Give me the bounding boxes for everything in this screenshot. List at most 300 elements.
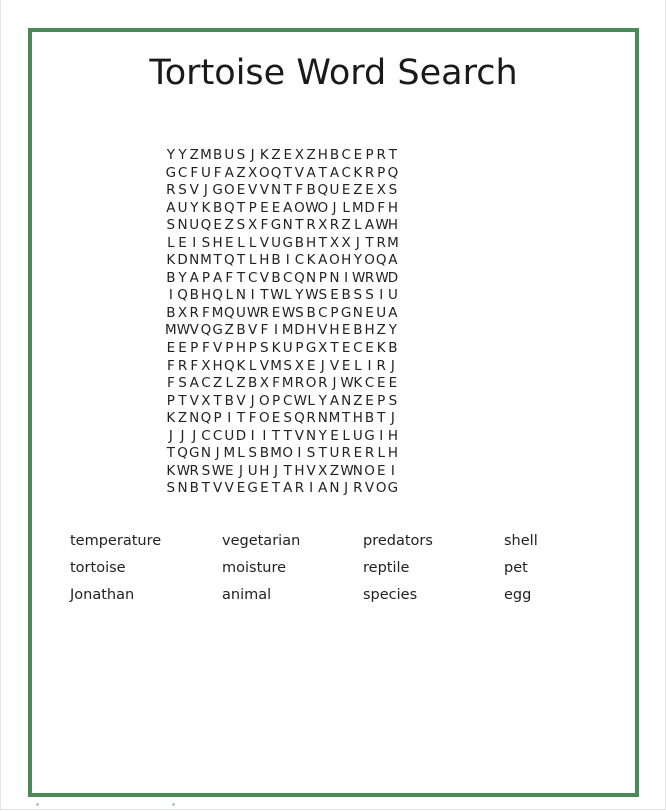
grid-row	[165, 461, 399, 479]
grid-letter: A	[189, 269, 199, 286]
grid-letter: P	[190, 340, 199, 357]
grid-letter: T	[365, 234, 374, 251]
grid-letter: V	[259, 269, 269, 286]
grid-letter: F	[248, 410, 257, 427]
grid-letter: F	[213, 164, 222, 181]
grid-letter: X	[318, 217, 328, 234]
grid-letter: U	[329, 182, 340, 199]
grid-letter: C	[318, 304, 328, 321]
grid-letter: J	[238, 462, 243, 479]
grid-letter: E	[365, 182, 374, 199]
grid-letter: T	[318, 234, 327, 251]
grid-letter: N	[177, 217, 188, 234]
grid-letter: A	[166, 199, 176, 216]
grid-letter: O	[294, 199, 305, 216]
grid-letter: A	[224, 164, 234, 181]
grid-letter: I	[262, 427, 267, 444]
grid-letter: F	[377, 199, 386, 216]
grid-letter: X	[201, 357, 211, 374]
grid-letter: U	[247, 462, 258, 479]
grid-letter: N	[317, 410, 328, 427]
grid-letter: J	[332, 199, 337, 216]
grid-letter: O	[259, 392, 270, 409]
word-list-item: temperature	[70, 533, 162, 549]
grid-letter: U	[376, 304, 387, 321]
grid-letter: C	[283, 269, 293, 286]
grid-letter: X	[201, 392, 211, 409]
grid-letter: W	[293, 392, 307, 409]
grid-letter: P	[295, 340, 304, 357]
grid-letter: Y	[178, 269, 187, 286]
grid-letter: U	[352, 427, 363, 444]
grid-letter: D	[177, 252, 188, 269]
grid-row	[165, 303, 399, 321]
grid-letter: E	[236, 480, 246, 497]
grid-letter: S	[295, 304, 304, 321]
grid-letter: Z	[353, 392, 363, 409]
grid-letter: T	[260, 287, 269, 304]
grid-letter: B	[166, 304, 176, 321]
grid-letter: I	[390, 462, 395, 479]
grid-letter: U	[236, 304, 246, 321]
grid-letter: S	[201, 234, 211, 251]
grid-letter: N	[189, 410, 200, 427]
grid-letter: B	[259, 445, 269, 462]
grid-letter: O	[282, 445, 294, 462]
grid-letter: E	[353, 445, 363, 462]
grid-letter: E	[166, 340, 176, 357]
decorative-dot	[172, 803, 175, 806]
grid-letter: O	[259, 164, 270, 181]
grid-letter: I	[250, 287, 255, 304]
grid-letter: J	[250, 147, 255, 163]
grid-letter: U	[329, 445, 340, 462]
grid-letter: Z	[306, 147, 316, 163]
grid-letter: U	[271, 234, 281, 251]
grid-letter: M	[352, 199, 364, 216]
grid-letter: Y	[178, 147, 187, 163]
grid-letter: W	[305, 199, 319, 216]
grid-letter: E	[330, 287, 339, 304]
grid-letter: X	[329, 234, 340, 251]
grid-letter: L	[248, 357, 257, 374]
grid-letter: I	[250, 427, 255, 444]
grid-letter: Y	[318, 392, 327, 409]
grid-letter: G	[188, 445, 200, 462]
grid-letter: H	[294, 462, 305, 479]
grid-letter: V	[248, 182, 258, 199]
grid-letter: X	[318, 340, 328, 357]
grid-letter: T	[201, 480, 211, 497]
grid-letter: A	[283, 480, 293, 497]
grid-letter: E	[388, 375, 398, 392]
grid-letter: H	[259, 252, 270, 269]
grid-letter: Q	[200, 217, 212, 234]
grid-letter: Z	[177, 410, 188, 427]
grid-letter: B	[329, 147, 340, 163]
grid-letter: R	[259, 304, 270, 321]
grid-letter: J	[390, 357, 395, 374]
grid-letter: T	[283, 462, 292, 479]
grid-letter: L	[307, 392, 315, 409]
grid-letter: D	[235, 427, 247, 444]
grid-row	[165, 215, 399, 233]
grid-letter: L	[237, 234, 245, 251]
grid-letter: E	[271, 304, 281, 321]
grid-letter: W	[270, 287, 284, 304]
grid-letter: E	[260, 199, 269, 216]
grid-letter: S	[260, 340, 269, 357]
grid-letter: O	[329, 252, 340, 269]
grid-row	[165, 198, 399, 216]
grid-letter: A	[318, 252, 328, 269]
grid-letter: F	[166, 375, 175, 392]
grid-letter: X	[259, 375, 269, 392]
grid-letter: L	[167, 234, 175, 251]
grid-letter: K	[306, 252, 316, 269]
grid-letter: V	[259, 234, 269, 251]
grid-letter: N	[189, 252, 200, 269]
grid-letter: D	[364, 199, 375, 216]
grid-letter: Q	[200, 410, 212, 427]
grid-row	[165, 443, 399, 461]
grid-letter: B	[271, 269, 281, 286]
grid-letter: H	[352, 410, 363, 427]
grid-letter: X	[376, 182, 386, 199]
letter-grid	[165, 145, 399, 496]
grid-letter: L	[248, 252, 257, 269]
grid-letter: R	[189, 304, 199, 321]
grid-letter: W	[340, 462, 354, 479]
grid-letter: W	[305, 287, 319, 304]
grid-row	[165, 391, 399, 409]
grid-letter: J	[274, 462, 279, 479]
word-list-item: moisture	[222, 560, 287, 576]
grid-letter: N	[270, 182, 282, 199]
grid-letter: B	[271, 252, 281, 269]
grid-letter: A	[189, 375, 199, 392]
grid-letter: E	[306, 357, 316, 374]
grid-letter: E	[376, 375, 386, 392]
grid-letter: P	[318, 269, 327, 286]
grid-letter: U	[177, 199, 188, 216]
grid-letter: L	[225, 287, 234, 304]
grid-letter: P	[330, 304, 339, 321]
grid-letter: H	[306, 234, 317, 251]
grid-row	[165, 338, 399, 356]
grid-letter: G	[270, 217, 282, 234]
grid-row	[165, 233, 399, 251]
grid-letter: E	[330, 427, 339, 444]
grid-letter: A	[329, 164, 340, 181]
grid-letter: Q	[200, 322, 212, 339]
grid-letter: W	[375, 217, 389, 234]
grid-letter: E	[225, 234, 234, 251]
grid-letter: N	[306, 427, 317, 444]
grid-letter: A	[318, 480, 328, 497]
grid-letter: P	[377, 392, 386, 409]
grid-letter: T	[236, 410, 246, 427]
grid-letter: K	[353, 164, 363, 181]
grid-letter: J	[180, 427, 185, 444]
grid-letter: G	[212, 182, 223, 199]
grid-letter: X	[294, 147, 305, 163]
grid-letter: F	[190, 164, 199, 181]
grid-letter: F	[260, 322, 269, 339]
grid-letter: L	[248, 234, 257, 251]
grid-letter: M	[281, 322, 294, 339]
grid-letter: M	[200, 252, 212, 269]
grid-letter: E	[213, 217, 222, 234]
grid-letter: V	[259, 357, 269, 374]
grid-letter: B	[212, 147, 223, 163]
grid-letter: R	[318, 375, 328, 392]
grid-letter: O	[364, 252, 375, 269]
grid-letter: R	[364, 269, 375, 286]
grid-letter: S	[353, 287, 363, 304]
grid-letter: E	[271, 199, 281, 216]
grid-letter: C	[247, 269, 258, 286]
grid-letter: H	[341, 252, 352, 269]
grid-letter: Z	[236, 375, 246, 392]
grid-letter: E	[341, 322, 351, 339]
grid-letter: X	[248, 217, 258, 234]
grid-letter: H	[212, 357, 223, 374]
grid-letter: C	[364, 375, 375, 392]
grid-letter: P	[248, 340, 257, 357]
grid-letter: Q	[223, 199, 235, 216]
grid-letter: E	[341, 357, 351, 374]
grid-letter: X	[177, 304, 188, 321]
grid-letter: R	[364, 445, 375, 462]
grid-letter: E	[178, 340, 187, 357]
grid-letter: A	[388, 252, 398, 269]
grid-letter: B	[212, 199, 223, 216]
grid-letter: S	[178, 182, 187, 199]
grid-letter: A	[388, 304, 398, 321]
word-list-item: egg	[504, 587, 532, 603]
grid-letter: V	[189, 182, 199, 199]
grid-row	[165, 356, 399, 374]
grid-letter: Q	[177, 445, 188, 462]
grid-letter: L	[283, 287, 292, 304]
grid-letter: Q	[270, 164, 282, 181]
grid-letter: P	[271, 392, 281, 409]
grid-letter: S	[388, 182, 398, 199]
grid-letter: T	[283, 182, 292, 199]
grid-letter: I	[379, 287, 384, 304]
grid-letter: V	[236, 392, 246, 409]
grid-letter: Q	[294, 269, 305, 286]
grid-letter: O	[364, 462, 375, 479]
grid-letter: B	[166, 269, 176, 286]
grid-letter: D	[387, 269, 399, 286]
grid-letter: L	[354, 357, 362, 374]
grid-letter: F	[272, 375, 280, 392]
word-list-item: vegetarian	[222, 533, 301, 549]
grid-letter: G	[165, 164, 177, 181]
grid-letter: T	[283, 427, 292, 444]
grid-letter: J	[332, 375, 337, 392]
grid-letter: T	[318, 445, 327, 462]
grid-letter: G	[364, 427, 375, 444]
grid-letter: J	[355, 234, 360, 251]
worksheet-frame	[28, 28, 639, 797]
grid-letter: T	[271, 480, 281, 497]
grid-letter: I	[168, 287, 173, 304]
grid-letter: R	[294, 480, 305, 497]
grid-letter: Z	[224, 322, 234, 339]
grid-letter: S	[166, 480, 176, 497]
grid-letter: G	[212, 322, 223, 339]
grid-letter: R	[306, 217, 316, 234]
grid-letter: T	[377, 410, 386, 427]
grid-letter: T	[213, 252, 222, 269]
word-list-item: reptile	[363, 560, 410, 576]
grid-letter: B	[306, 304, 316, 321]
grid-letter: R	[376, 357, 386, 374]
grid-letter: Z	[224, 217, 234, 234]
grid-letter: G	[387, 480, 399, 497]
grid-letter: X	[294, 357, 305, 374]
grid-letter: N	[352, 462, 363, 479]
grid-letter: J	[203, 182, 208, 199]
grid-letter: Y	[295, 287, 304, 304]
word-list-item: shell	[504, 533, 538, 549]
page-title: Tortoise Word Search	[149, 53, 518, 93]
grid-letter: R	[364, 164, 375, 181]
grid-letter: B	[341, 287, 351, 304]
word-list-item: animal	[222, 587, 272, 603]
grid-letter: T	[318, 164, 327, 181]
grid-letter: A	[329, 392, 340, 409]
grid-letter: C	[353, 340, 363, 357]
grid-row	[165, 285, 399, 303]
grid-letter: F	[202, 304, 210, 321]
word-list-item: species	[363, 587, 418, 603]
grid-letter: I	[379, 427, 384, 444]
grid-letter: S	[306, 445, 316, 462]
grid-letter: V	[224, 480, 234, 497]
grid-letter: K	[236, 357, 246, 374]
grid-letter: Z	[212, 375, 223, 392]
grid-letter: Y	[318, 427, 327, 444]
grid-letter: B	[388, 340, 398, 357]
grid-letter: T	[236, 269, 246, 286]
grid-letter: K	[201, 199, 211, 216]
grid-row	[165, 250, 399, 268]
grid-letter: S	[283, 357, 292, 374]
word-list-item: Jonathan	[70, 587, 135, 603]
grid-letter: T	[388, 147, 398, 163]
grid-letter: F	[260, 217, 269, 234]
grid-letter: M	[165, 322, 177, 339]
grid-letter: X	[318, 462, 328, 479]
grid-letter: T	[283, 164, 292, 181]
grid-letter: E	[260, 480, 269, 497]
grid-letter: Y	[388, 322, 398, 339]
grid-letter: W	[281, 304, 296, 321]
grid-letter: I	[297, 445, 302, 462]
grid-letter: F	[166, 357, 175, 374]
grid-letter: E	[225, 462, 234, 479]
grid-letter: R	[166, 182, 176, 199]
grid-letter: E	[365, 392, 374, 409]
grid-letter: C	[283, 392, 293, 409]
grid-letter: S	[236, 147, 246, 163]
grid-letter: V	[364, 480, 375, 497]
grid-letter: T	[271, 427, 281, 444]
grid-letter: R	[177, 357, 188, 374]
grid-letter: C	[201, 427, 211, 444]
grid-letter: G	[305, 340, 317, 357]
grid-letter: C	[294, 252, 305, 269]
grid-letter: B	[224, 392, 234, 409]
grid-letter: R	[306, 410, 316, 427]
grid-letter: T	[213, 392, 222, 409]
grid-letter: T	[330, 340, 339, 357]
grid-letter: G	[340, 304, 352, 321]
grid-letter: J	[344, 480, 349, 497]
grid-letter: B	[306, 182, 316, 199]
grid-letter: E	[365, 340, 374, 357]
grid-letter: U	[189, 217, 200, 234]
grid-letter: V	[294, 164, 305, 181]
grid-letter: A	[364, 217, 375, 234]
grid-letter: B	[364, 410, 375, 427]
grid-letter: Z	[353, 182, 363, 199]
grid-letter: T	[236, 199, 246, 216]
grid-letter: W	[352, 269, 366, 286]
grid-letter: M	[281, 375, 294, 392]
grid-letter: E	[353, 147, 363, 163]
grid-letter: O	[317, 199, 329, 216]
grid-letter: Z	[189, 147, 199, 163]
grid-letter: E	[365, 304, 374, 321]
grid-letter: J	[192, 427, 197, 444]
grid-letter: K	[271, 340, 281, 357]
grid-letter: R	[189, 462, 199, 479]
grid-letter: L	[225, 375, 234, 392]
word-list-item: pet	[504, 560, 528, 576]
grid-row	[165, 180, 399, 198]
grid-letter: S	[388, 392, 398, 409]
grid-letter: L	[342, 199, 350, 216]
grid-letter: R	[294, 375, 305, 392]
grid-letter: M	[200, 147, 212, 163]
grid-letter: L	[237, 445, 245, 462]
grid-letter: C	[177, 164, 188, 181]
grid-letter: I	[344, 269, 349, 286]
grid-letter: K	[259, 147, 269, 163]
grid-letter: K	[166, 410, 176, 427]
grid-letter: E	[236, 182, 246, 199]
grid-letter: P	[213, 410, 222, 427]
grid-letter: O	[375, 480, 387, 497]
grid-letter: U	[387, 287, 398, 304]
grid-letter: L	[354, 217, 362, 234]
grid-letter: R	[341, 445, 351, 462]
grid-letter: Z	[376, 322, 386, 339]
grid-letter: Q	[223, 304, 235, 321]
grid-letter: Q	[177, 287, 188, 304]
grid-letter: B	[353, 322, 363, 339]
grid-letter: H	[259, 462, 270, 479]
grid-letter: Q	[387, 164, 399, 181]
grid-letter: Q	[317, 182, 329, 199]
grid-letter: V	[212, 480, 223, 497]
grid-row	[165, 320, 399, 338]
